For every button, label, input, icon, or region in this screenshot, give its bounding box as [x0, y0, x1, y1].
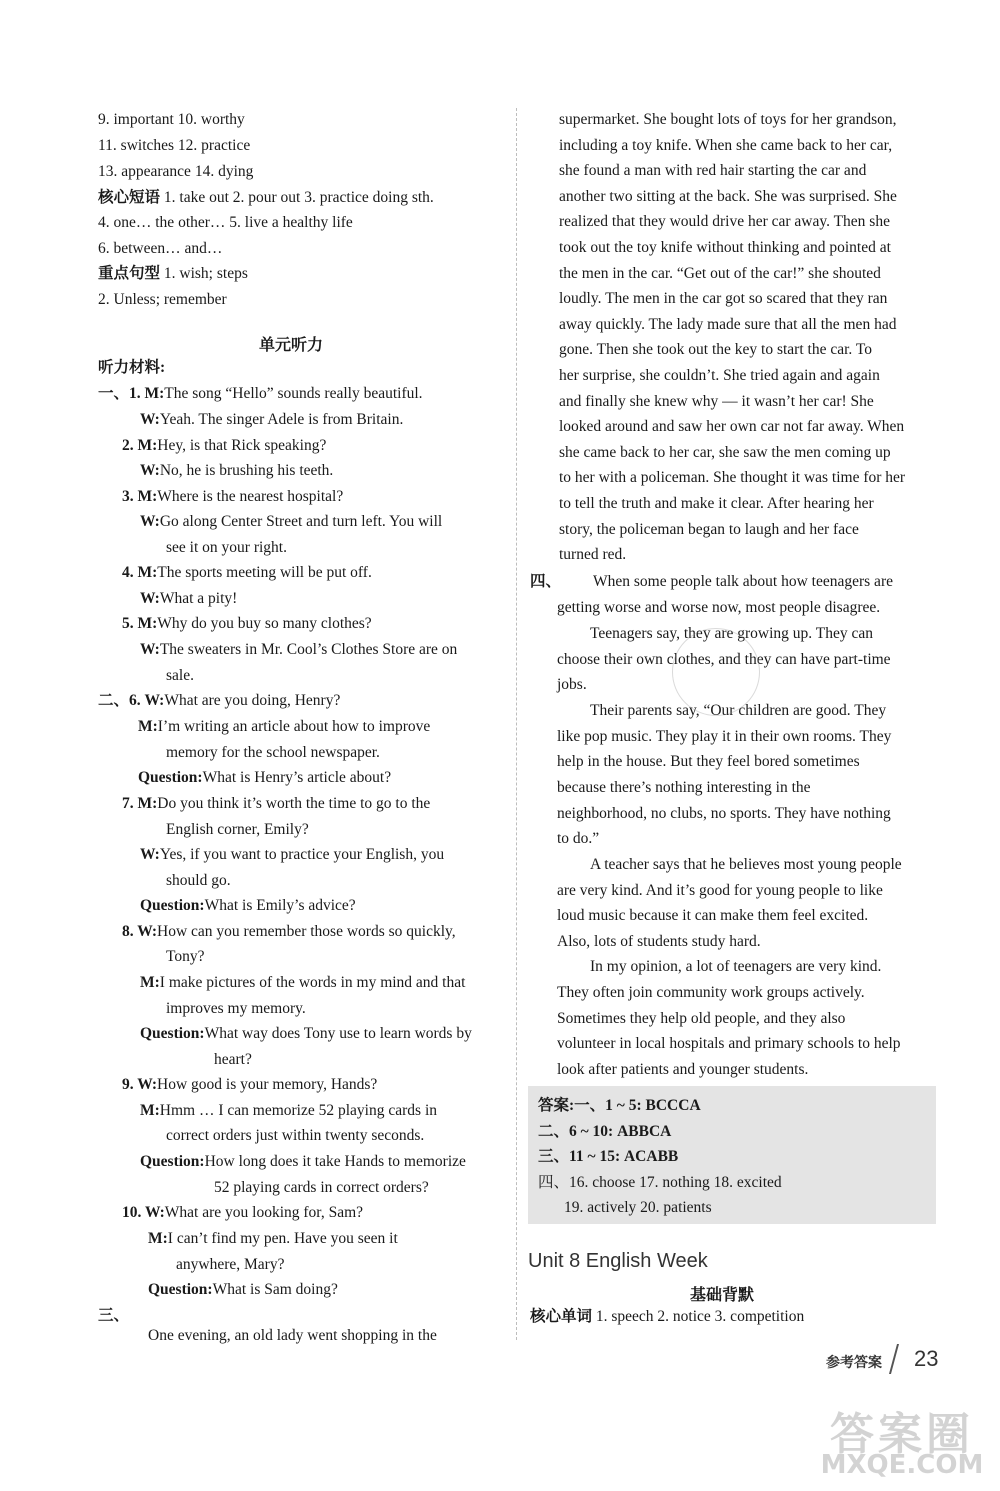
dialogue-line: [122, 563, 372, 583]
phrases-line: 6. between… and…: [98, 240, 223, 257]
speaker-prefix: 2. M:: [122, 437, 158, 454]
dialogue-line: [148, 1280, 338, 1300]
speaker-prefix: M:: [138, 718, 158, 735]
page-number: 23: [914, 1346, 939, 1371]
speaker-prefix: Question:: [148, 1281, 213, 1298]
dialogue-text: I can’t find my pen. Have you seen it: [167, 1230, 398, 1247]
dialogue-text: The sweaters in Mr. Cool’s Clothes Store are on: [159, 641, 458, 658]
dialogue-text: What is Sam doing?: [212, 1281, 338, 1298]
speaker-prefix: W:: [140, 641, 160, 658]
section4-line: When some people talk about how teenagers are: [593, 573, 893, 590]
dialogue-line: [140, 1024, 472, 1044]
section4-line: They often join community work groups actively.: [557, 984, 865, 1001]
dialogue-line: [214, 1050, 252, 1070]
dialogue-line: [138, 717, 430, 737]
dialogue-line: [166, 1126, 424, 1146]
dialogue-text: sale.: [166, 667, 194, 684]
dialogue-text: English corner, Emily?: [166, 821, 309, 838]
dialogue-line: [122, 487, 343, 507]
dialogue-text: Yeah. The singer Adele is from Britain.: [159, 411, 404, 428]
speaker-prefix: Question:: [140, 897, 205, 914]
dialogue-line: [98, 691, 340, 711]
story-line: and finally she knew why — it wasn’t her car! She: [559, 392, 874, 410]
dialogue-line: [122, 1075, 377, 1095]
story-line: supermarket. She bought lots of toys for her grandson,: [559, 111, 897, 128]
dialogue-text: No, he is brushing his teeth.: [159, 462, 334, 479]
speaker-prefix: W:: [140, 846, 160, 863]
speaker-prefix: W:: [140, 590, 160, 607]
story-line: gone. Then she took out the key to start the car. To: [559, 341, 873, 359]
sentences-line: [98, 264, 248, 284]
dialogue-line: [214, 1178, 429, 1198]
section4-line: choose their own clothes, and they can have part-time: [557, 651, 891, 668]
speaker-prefix: 二、6. W:: [98, 692, 165, 709]
footer-divider: [889, 1344, 899, 1374]
phrases-line: [98, 188, 434, 208]
phrases-text: 1. take out 2. pour out 3. practice doing sth.: [163, 189, 434, 206]
section4-line: to do.”: [557, 830, 600, 847]
dialogue-line: [166, 820, 309, 840]
dialogue-text: What a pity!: [159, 590, 238, 607]
section4-line: Their parents say, “Our children are good. They: [590, 702, 887, 719]
section3-text: One evening, an old lady went shopping in the: [148, 1327, 437, 1344]
listening-heading: 单元听力: [259, 337, 324, 354]
speaker-prefix: W:: [140, 462, 160, 479]
section4-line: are very kind. And it’s good for young people to like: [557, 882, 883, 899]
dialogue-text: correct orders just within twenty seconds.: [166, 1127, 425, 1144]
dialogue-text: 52 playing cards in correct orders?: [214, 1179, 429, 1196]
speaker-prefix: Question:: [140, 1025, 205, 1042]
dialogue-line: [140, 1152, 466, 1172]
vocab-line: 13. appearance 14. dying: [98, 163, 254, 180]
section4-line: In my opinion, a lot of teenagers are very kind.: [590, 958, 882, 975]
dialogue-line: [166, 999, 306, 1019]
dialogue-line: [166, 538, 287, 558]
speaker-prefix: M:: [140, 1102, 160, 1119]
dialogue-text: What is Henry’s article about?: [202, 769, 392, 786]
story-line: to her with a policeman. She thought it was time for her: [559, 469, 906, 487]
story-line: looked around and saw her own car not far away. When: [559, 418, 905, 436]
column-divider: [516, 108, 517, 1340]
section4-line: look after patients and younger students.: [557, 1061, 809, 1078]
speaker-prefix: Question:: [140, 1153, 205, 1170]
material-label: 听力材料:: [98, 359, 166, 376]
watermark-logo: [812, 1398, 992, 1484]
dialogue-line: [140, 410, 403, 430]
section4-prefix: 四、: [530, 573, 562, 590]
dialogue-line: [140, 1101, 437, 1121]
speaker-prefix: 8. W:: [122, 923, 158, 940]
section3-first-line: [98, 1306, 496, 1344]
speaker-prefix: 7. M:: [122, 795, 158, 812]
dialogue-line: [140, 973, 465, 993]
vocab-line: 9. important 10. worthy: [98, 111, 245, 128]
dialogue-line: [98, 384, 423, 404]
dialogue-line: [140, 589, 237, 609]
dialogue-text: What is Emily’s advice?: [204, 897, 356, 914]
answer-line: [538, 1096, 701, 1116]
dialogue-line: [166, 666, 194, 686]
dialogue-text: What way does Tony use to learn words by: [204, 1025, 472, 1042]
sentences-text: 1. wish; steps: [163, 265, 248, 282]
story-line: the men in the car. “Get out of the car!” she shouted: [559, 264, 881, 282]
dialogue-text: Hey, is that Rick speaking?: [157, 437, 327, 454]
dialogue-text: anywhere, Mary?: [176, 1256, 285, 1273]
speaker-prefix: Question:: [138, 769, 203, 786]
story-line: she came back to her car, she saw the men coming up: [559, 443, 891, 461]
story-line: away quickly. The lady made sure that all the men had: [559, 315, 897, 333]
dialogue-text: Do you think it’s worth the time to go to the: [157, 795, 431, 812]
dialogue-text: memory for the school newspaper.: [166, 744, 380, 761]
section4-line: Also, lots of students study hard.: [557, 933, 761, 950]
speaker-prefix: W:: [140, 513, 160, 530]
dialogue-text: Hmm … I can memorize 52 playing cards in: [159, 1102, 437, 1119]
dialogue-text: How long does it take Hands to memorize: [204, 1153, 466, 1170]
dialogue-line: [122, 1203, 363, 1223]
dialogue-line: [122, 794, 430, 814]
story-line: she found a man with red hair starting the car and: [559, 162, 867, 180]
story-line: another two sitting at the back. She was surprised. She: [559, 187, 897, 205]
section4-line: neighborhood, no clubs, no sports. They have nothing: [557, 805, 891, 822]
dialogue-text: Tony?: [166, 948, 205, 965]
speaker-prefix: 10. W:: [122, 1204, 165, 1221]
section4-line: help in the house. But they feel bored sometimes: [557, 753, 860, 770]
dialogue-line: [166, 743, 380, 763]
dialogue-text: How can you remember those words so quickly,: [157, 923, 456, 940]
dialogue-line: [166, 947, 205, 967]
basics-heading: 基础背默: [690, 1287, 755, 1304]
phrases-line: 4. one… the other… 5. live a healthy life: [98, 214, 353, 231]
answer-line: 三、11 ~ 15: ACABB: [538, 1148, 679, 1165]
dialogue-text: The sports meeting will be put off.: [157, 564, 372, 581]
story-line: turned red.: [559, 546, 627, 564]
story-line: her surprise, she couldn’t. She tried again and again: [559, 367, 880, 384]
dialogue-text: How good is your memory, Hands?: [157, 1076, 378, 1093]
dialogue-line: [122, 436, 326, 456]
answer-line: 二、6 ~ 10: ABBCA: [538, 1123, 672, 1140]
core-words-line: [530, 1307, 804, 1327]
dialogue-text: I make pictures of the words in my mind and that: [159, 974, 466, 991]
dialogue-text: Where is the nearest hospital?: [157, 488, 344, 505]
section4-line: A teacher says that he believes most young people: [590, 856, 902, 873]
story-line: story, the policeman began to laugh and her face: [559, 520, 859, 538]
dialogue-line: [138, 768, 391, 788]
sentences-line: 2. Unless; remember: [98, 291, 227, 308]
speaker-prefix: M:: [148, 1230, 168, 1247]
phrases-label: 核心短语: [98, 189, 161, 206]
dialogue-line: [140, 512, 442, 532]
unit-title: Unit 8 English Week: [528, 1250, 708, 1272]
section4-line: Teenagers say, they are growing up. They can: [590, 625, 873, 642]
stamp-mark: [672, 628, 760, 716]
dialogue-text: heart?: [214, 1051, 252, 1068]
dialogue-text: Yes, if you want to practice your English, you: [159, 846, 445, 863]
section4-line: jobs.: [557, 676, 587, 693]
dialogue-line: [140, 845, 444, 865]
vocab-line: 11. switches 12. practice: [98, 137, 251, 154]
dialogue-line: [176, 1255, 284, 1275]
section4-line: Sometimes they help old people, and they also: [557, 1010, 846, 1027]
sentences-label: 重点句型: [98, 265, 161, 282]
speaker-prefix: 9. W:: [122, 1076, 158, 1093]
answer-text: 一、1 ~ 5: BCCCA: [574, 1097, 701, 1114]
story-line: took out the toy knife without thinking and pointed at: [559, 239, 891, 256]
answer-line: 四、16. choose 17. nothing 18. excited: [538, 1174, 782, 1191]
words-label: 核心单词: [530, 1308, 593, 1325]
section4-line: loud music because it can make them feel excited.: [557, 907, 869, 924]
dialogue-text: see it on your right.: [166, 539, 287, 556]
section4-line: volunteer in local hospitals and primary schools to help: [557, 1035, 901, 1052]
speaker-prefix: M:: [140, 974, 160, 991]
watermark-logo-cn: 答案圈: [830, 1409, 974, 1460]
dialogue-line: [140, 640, 457, 660]
dialogue-text: Go along Center Street and turn left. You will: [159, 513, 443, 530]
dialogue-line: [140, 461, 333, 481]
dialogue-text: I’m writing an article about how to improve: [157, 718, 431, 735]
story-line: realized that they would drive her car away. Then she: [559, 213, 890, 231]
watermark-logo-domain: MXQE.COM: [820, 1450, 984, 1480]
dialogue-text: improves my memory.: [166, 1000, 306, 1017]
dialogue-line: [122, 922, 456, 942]
answer-line: 19. actively 20. patients: [564, 1199, 712, 1216]
speaker-prefix: 4. M:: [122, 564, 158, 581]
story-line: including a toy knife. When she came back to her car,: [559, 136, 893, 154]
section4-line: because there’s nothing interesting in the: [557, 779, 811, 796]
dialogue-line: [140, 896, 356, 916]
story-line: to tell the truth and make it clear. After hearing her: [559, 495, 874, 512]
footer-label: 参考答案: [826, 1354, 882, 1370]
dialogue-text: Why do you buy so many clothes?: [157, 615, 372, 632]
words-text: 1. speech 2. notice 3. competition: [595, 1308, 805, 1325]
section4-line: getting worse and worse now, most people disagree.: [557, 599, 881, 616]
story-line: loudly. The men in the car got so scared that they ran: [559, 290, 888, 308]
section3-prefix: 三、: [98, 1307, 130, 1324]
dialogue-text: What are you looking for, Sam?: [164, 1204, 364, 1221]
speaker-prefix: 5. M:: [122, 615, 158, 632]
section4-line: like pop music. They play it in their own rooms. They: [557, 728, 892, 745]
dialogue-text: The song “Hello” sounds really beautiful.: [164, 385, 423, 402]
speaker-prefix: 3. M:: [122, 488, 158, 505]
speaker-prefix: 一、1. M:: [98, 385, 165, 402]
dialogue-line: [166, 871, 231, 891]
speaker-prefix: W:: [140, 411, 160, 428]
dialogue-line: [148, 1229, 398, 1249]
dialogue-text: What are you doing, Henry?: [164, 692, 341, 709]
dialogue-line: [122, 614, 372, 634]
answers-label: 答案:: [538, 1097, 575, 1114]
dialogue-text: should go.: [166, 872, 231, 889]
